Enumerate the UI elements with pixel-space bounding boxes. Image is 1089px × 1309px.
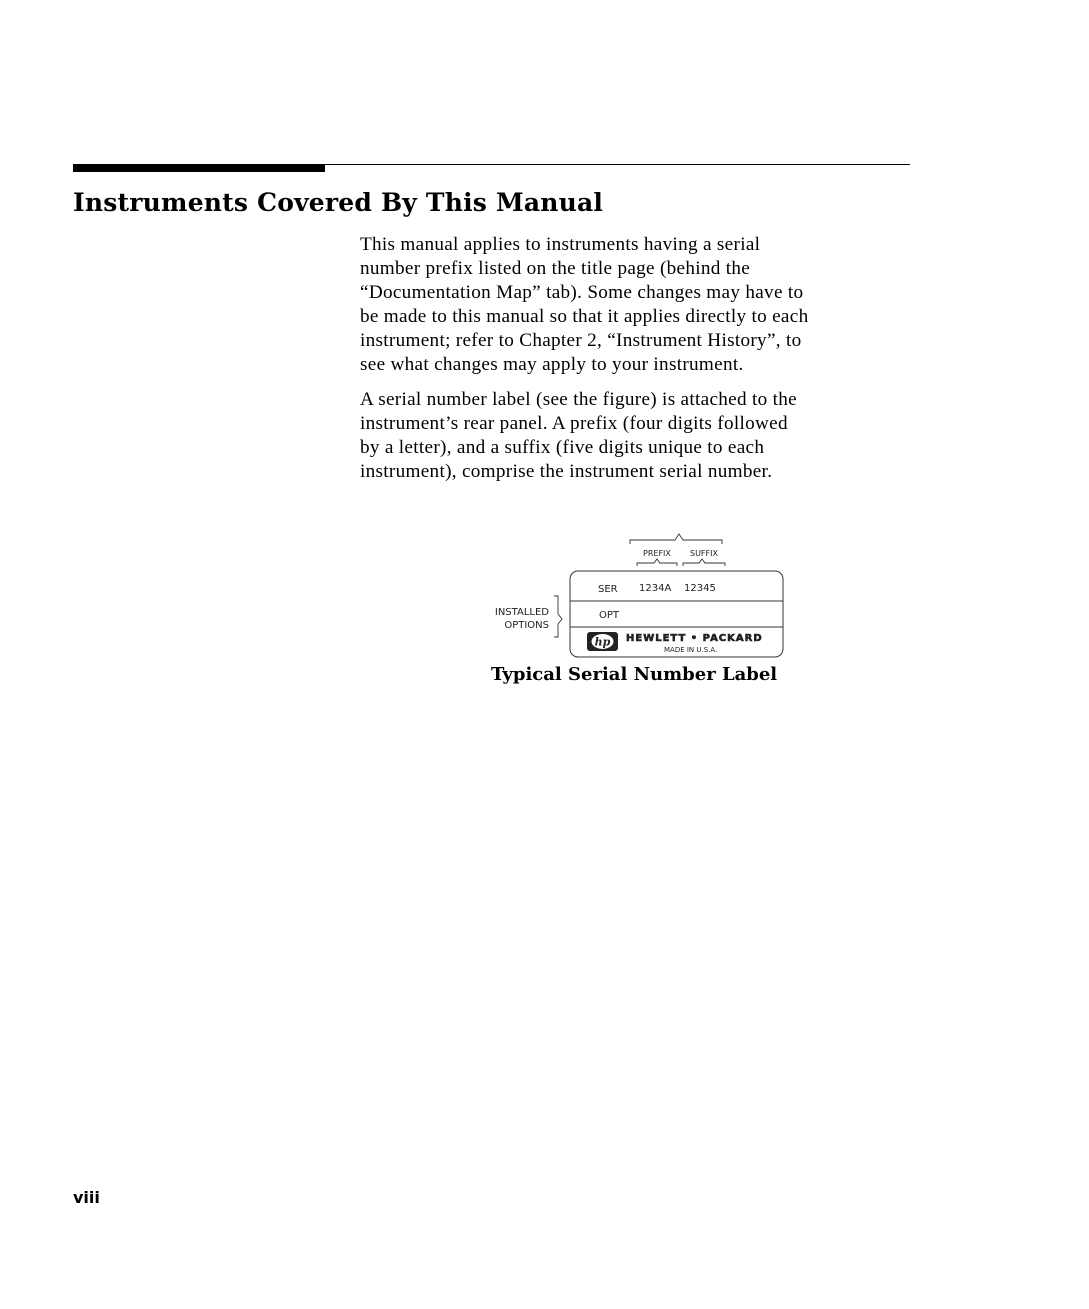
paragraph-line: instrument; refer to Chapter 2, “Instrument History”, to xyxy=(360,330,802,351)
brand-name: HEWLETT • PACKARD xyxy=(626,633,763,644)
made-in-label: MADE IN U.S.A. xyxy=(664,646,718,654)
prefix-value: 1234A xyxy=(639,583,672,594)
options-label: OPTIONS xyxy=(504,620,549,631)
paragraph-intro xyxy=(360,233,920,377)
paragraph-serial-label xyxy=(360,388,920,484)
options-brace xyxy=(554,596,562,637)
serial-number-label-figure xyxy=(480,530,800,665)
page-number: viii xyxy=(73,1188,100,1207)
prefix-brace xyxy=(637,559,677,566)
figure-caption: Typical Serial Number Label xyxy=(491,664,778,685)
section-rule-thick xyxy=(73,165,325,172)
installed-label: INSTALLED xyxy=(494,607,549,618)
paragraph-line: instrument’s rear panel. A prefix (four digits followed xyxy=(360,413,788,434)
section-title: Instruments Covered By This Manual xyxy=(73,188,604,217)
paragraph-line: be made to this manual so that it applies directly to each xyxy=(360,306,809,327)
suffix-value: 12345 xyxy=(684,583,716,594)
paragraph-line: A serial number label (see the figure) is attached to the xyxy=(360,389,797,410)
ser-label: SER xyxy=(598,584,618,595)
opt-label: OPT xyxy=(599,610,620,621)
paragraph-line: This manual applies to instruments having a serial xyxy=(360,234,761,255)
top-brace xyxy=(630,534,722,544)
suffix-brace xyxy=(683,559,725,566)
paragraph-line: see what changes may apply to your instrument. xyxy=(360,354,744,375)
hp-logo-icon xyxy=(587,632,618,651)
paragraph-line: “Documentation Map” tab). Some changes may have to xyxy=(360,282,804,303)
paragraph-line: instrument), comprise the instrument serial number. xyxy=(360,461,773,482)
prefix-label: PREFIX xyxy=(643,549,671,558)
hp-logo-text: hp xyxy=(594,635,611,649)
suffix-label: SUFFIX xyxy=(690,549,718,558)
paragraph-line: number prefix listed on the title page (behind the xyxy=(360,258,751,279)
paragraph-line: by a letter), and a suffix (five digits unique to each xyxy=(360,437,765,458)
